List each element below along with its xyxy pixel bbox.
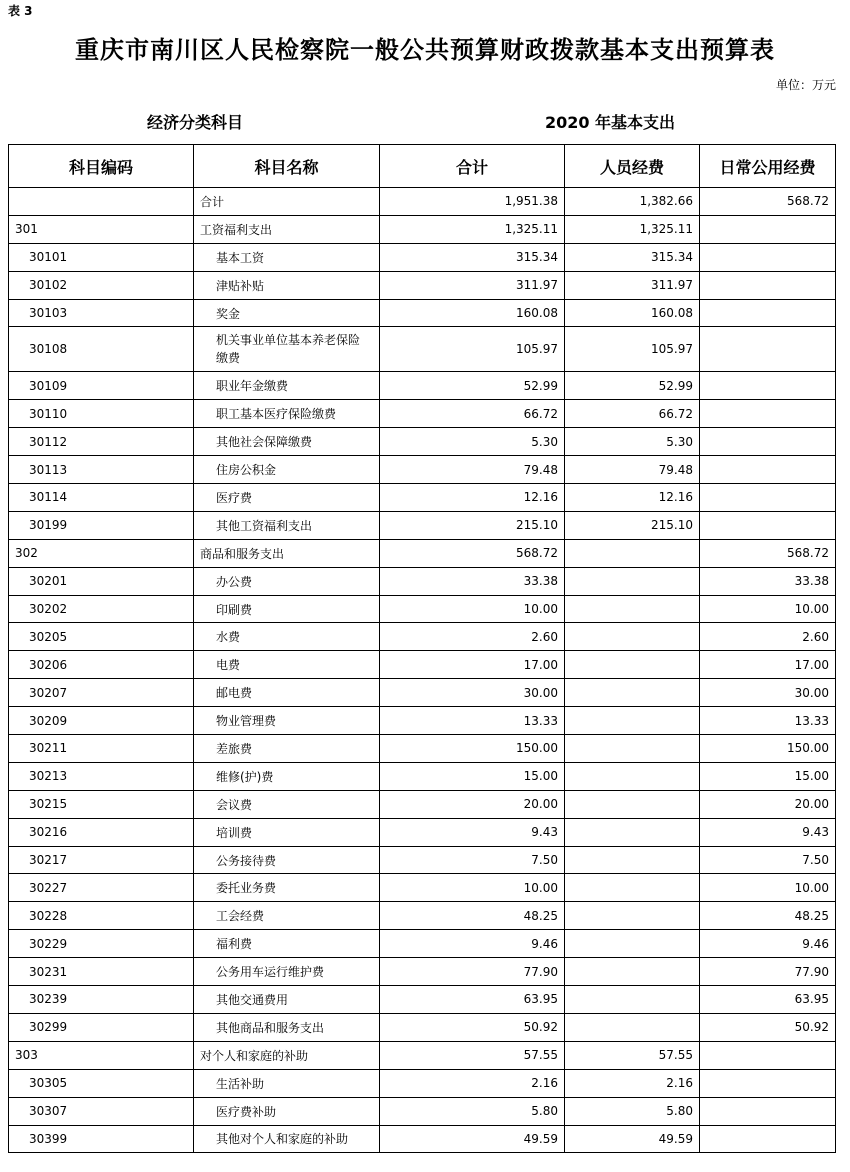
cell-total: 66.72 <box>380 400 565 428</box>
cell-name: 医疗费 <box>194 484 380 512</box>
cell-total: 5.80 <box>380 1097 565 1125</box>
cell-name: 公务接待费 <box>194 846 380 874</box>
cell-code: 302 <box>9 539 194 567</box>
economic-classification-header: 经济分类科目 <box>146 113 243 132</box>
cell-name: 邮电费 <box>194 679 380 707</box>
cell-name: 工会经费 <box>194 902 380 930</box>
cell-personnel <box>565 930 700 958</box>
cell-total: 79.48 <box>380 456 565 484</box>
cell-name: 物业管理费 <box>194 707 380 735</box>
cell-code: 30227 <box>9 874 194 902</box>
cell-code: 30307 <box>9 1097 194 1125</box>
cell-personnel: 215.10 <box>565 511 700 539</box>
cell-personnel <box>565 902 700 930</box>
table-row <box>9 484 836 512</box>
table-row <box>9 679 836 707</box>
cell-public <box>700 428 836 456</box>
cell-name: 其他社会保障缴费 <box>194 428 380 456</box>
cell-code: 30217 <box>9 846 194 874</box>
cell-public: 150.00 <box>700 735 836 763</box>
cell-code: 30199 <box>9 511 194 539</box>
cell-personnel: 160.08 <box>565 299 700 327</box>
cell-public <box>700 1069 836 1097</box>
cell-total: 315.34 <box>380 243 565 271</box>
cell-name: 办公费 <box>194 567 380 595</box>
cell-public: 17.00 <box>700 651 836 679</box>
cell-personnel <box>565 567 700 595</box>
cell-code: 30211 <box>9 735 194 763</box>
cell-public: 10.00 <box>700 874 836 902</box>
cell-public <box>700 1041 836 1069</box>
cell-code: 30102 <box>9 271 194 299</box>
table-row <box>9 1097 836 1125</box>
cell-code: 30239 <box>9 986 194 1014</box>
cell-total: 13.33 <box>380 707 565 735</box>
cell-public: 30.00 <box>700 679 836 707</box>
cell-personnel <box>565 986 700 1014</box>
cell-personnel <box>565 735 700 763</box>
cell-total: 7.50 <box>380 846 565 874</box>
cell-personnel: 2.16 <box>565 1069 700 1097</box>
column-header-personnel: 人员经费 <box>565 145 700 188</box>
cell-name: 其他工资福利支出 <box>194 511 380 539</box>
column-header-name: 科目名称 <box>194 145 380 188</box>
cell-name: 培训费 <box>194 818 380 846</box>
cell-personnel <box>565 651 700 679</box>
cell-personnel: 57.55 <box>565 1041 700 1069</box>
cell-name: 基本工资 <box>194 243 380 271</box>
cell-total: 52.99 <box>380 372 565 400</box>
cell-personnel <box>565 846 700 874</box>
cell-public <box>700 372 836 400</box>
table-row <box>9 1041 836 1069</box>
cell-total: 30.00 <box>380 679 565 707</box>
cell-total: 9.46 <box>380 930 565 958</box>
table-row <box>9 846 836 874</box>
cell-public: 20.00 <box>700 790 836 818</box>
cell-personnel: 311.97 <box>565 271 700 299</box>
cell-name: 水费 <box>194 623 380 651</box>
cell-name: 公务用车运行维护费 <box>194 958 380 986</box>
budget-table <box>8 144 836 1153</box>
page-title: 重庆市南川区人民检察院一般公共预算财政拨款基本支出预算表 <box>75 35 775 64</box>
cell-name: 其他对个人和家庭的补助 <box>194 1125 380 1153</box>
cell-total: 5.30 <box>380 428 565 456</box>
cell-code: 30231 <box>9 958 194 986</box>
cell-total: 568.72 <box>380 539 565 567</box>
cell-name: 商品和服务支出 <box>194 539 380 567</box>
table-row <box>9 930 836 958</box>
cell-total: 160.08 <box>380 299 565 327</box>
cell-name: 委托业务费 <box>194 874 380 902</box>
cell-total: 63.95 <box>380 986 565 1014</box>
cell-public <box>700 1125 836 1153</box>
cell-name: 对个人和家庭的补助 <box>194 1041 380 1069</box>
cell-public: 63.95 <box>700 986 836 1014</box>
cell-total: 311.97 <box>380 271 565 299</box>
cell-name: 其他交通费用 <box>194 986 380 1014</box>
cell-total: 10.00 <box>380 874 565 902</box>
table-row <box>9 818 836 846</box>
cell-code: 30207 <box>9 679 194 707</box>
cell-name: 印刷费 <box>194 595 380 623</box>
cell-name: 会议费 <box>194 790 380 818</box>
cell-public <box>700 484 836 512</box>
cell-public: 33.38 <box>700 567 836 595</box>
cell-name: 电费 <box>194 651 380 679</box>
cell-total: 12.16 <box>380 484 565 512</box>
cell-name: 津贴补贴 <box>194 271 380 299</box>
cell-personnel: 5.30 <box>565 428 700 456</box>
table-row <box>9 299 836 327</box>
cell-public: 13.33 <box>700 707 836 735</box>
cell-public <box>700 243 836 271</box>
cell-code: 303 <box>9 1041 194 1069</box>
cell-personnel: 12.16 <box>565 484 700 512</box>
cell-name: 生活补助 <box>194 1069 380 1097</box>
cell-public: 568.72 <box>700 188 836 216</box>
cell-personnel <box>565 707 700 735</box>
cell-code: 30202 <box>9 595 194 623</box>
cell-total: 215.10 <box>380 511 565 539</box>
cell-code: 30101 <box>9 243 194 271</box>
cell-public: 15.00 <box>700 762 836 790</box>
table-row <box>9 735 836 763</box>
cell-personnel <box>565 874 700 902</box>
cell-public: 568.72 <box>700 539 836 567</box>
cell-personnel: 1,382.66 <box>565 188 700 216</box>
cell-total: 57.55 <box>380 1041 565 1069</box>
cell-public: 77.90 <box>700 958 836 986</box>
table-header <box>9 145 836 188</box>
table-row <box>9 539 836 567</box>
cell-public <box>700 215 836 243</box>
table-row <box>9 428 836 456</box>
table-row <box>9 567 836 595</box>
table-row <box>9 623 836 651</box>
table-row <box>9 707 836 735</box>
cell-public: 9.43 <box>700 818 836 846</box>
table-row <box>9 400 836 428</box>
cell-public: 48.25 <box>700 902 836 930</box>
cell-public: 10.00 <box>700 595 836 623</box>
column-header-code: 科目编码 <box>9 145 194 188</box>
cell-total: 9.43 <box>380 818 565 846</box>
cell-public <box>700 299 836 327</box>
cell-total: 15.00 <box>380 762 565 790</box>
table-row <box>9 902 836 930</box>
cell-personnel: 105.97 <box>565 327 700 372</box>
cell-public <box>700 1097 836 1125</box>
cell-personnel <box>565 818 700 846</box>
table-row <box>9 595 836 623</box>
table-row <box>9 874 836 902</box>
cell-code: 30108 <box>9 327 194 372</box>
column-header-total: 合计 <box>380 145 565 188</box>
table-body <box>9 188 836 1153</box>
cell-code: 30109 <box>9 372 194 400</box>
cell-personnel: 66.72 <box>565 400 700 428</box>
cell-public <box>700 456 836 484</box>
year-basic-expenditure-header: 2020 年基本支出 <box>544 113 676 132</box>
cell-total: 1,951.38 <box>380 188 565 216</box>
cell-code: 30113 <box>9 456 194 484</box>
cell-personnel: 52.99 <box>565 372 700 400</box>
cell-total: 50.92 <box>380 1013 565 1041</box>
cell-code: 30229 <box>9 930 194 958</box>
table-number: 表 3 <box>8 4 33 18</box>
cell-code: 30305 <box>9 1069 194 1097</box>
table-row <box>9 271 836 299</box>
cell-code <box>9 188 194 216</box>
cell-personnel: 49.59 <box>565 1125 700 1153</box>
table-row <box>9 372 836 400</box>
cell-code: 30299 <box>9 1013 194 1041</box>
table-row <box>9 327 836 372</box>
cell-public: 7.50 <box>700 846 836 874</box>
cell-code: 30215 <box>9 790 194 818</box>
cell-code: 30201 <box>9 567 194 595</box>
table-row <box>9 243 836 271</box>
cell-personnel <box>565 623 700 651</box>
cell-personnel: 79.48 <box>565 456 700 484</box>
cell-total: 17.00 <box>380 651 565 679</box>
table-row <box>9 188 836 216</box>
cell-code: 30399 <box>9 1125 194 1153</box>
table-row <box>9 456 836 484</box>
cell-name: 住房公积金 <box>194 456 380 484</box>
cell-code: 30112 <box>9 428 194 456</box>
cell-name: 福利费 <box>194 930 380 958</box>
unit-label: 单位：万元 <box>775 78 836 92</box>
column-header-public: 日常公用经费 <box>700 145 836 188</box>
cell-code: 30216 <box>9 818 194 846</box>
cell-total: 77.90 <box>380 958 565 986</box>
table-row <box>9 1125 836 1153</box>
cell-public: 50.92 <box>700 1013 836 1041</box>
cell-personnel <box>565 762 700 790</box>
cell-name: 工资福利支出 <box>194 215 380 243</box>
cell-total: 2.16 <box>380 1069 565 1097</box>
cell-personnel <box>565 790 700 818</box>
cell-name: 职业年金缴费 <box>194 372 380 400</box>
cell-name: 差旅费 <box>194 735 380 763</box>
cell-code: 30206 <box>9 651 194 679</box>
cell-public <box>700 511 836 539</box>
cell-name: 职工基本医疗保险缴费 <box>194 400 380 428</box>
cell-personnel <box>565 958 700 986</box>
cell-name: 奖金 <box>194 299 380 327</box>
cell-personnel: 1,325.11 <box>565 215 700 243</box>
header-row <box>9 145 836 188</box>
cell-total: 150.00 <box>380 735 565 763</box>
cell-code: 30209 <box>9 707 194 735</box>
cell-code: 30213 <box>9 762 194 790</box>
table-row <box>9 651 836 679</box>
cell-public <box>700 327 836 372</box>
cell-name: 医疗费补助 <box>194 1097 380 1125</box>
cell-personnel <box>565 1013 700 1041</box>
cell-code: 30228 <box>9 902 194 930</box>
cell-total: 1,325.11 <box>380 215 565 243</box>
cell-total: 10.00 <box>380 595 565 623</box>
cell-total: 2.60 <box>380 623 565 651</box>
cell-public <box>700 400 836 428</box>
cell-personnel: 315.34 <box>565 243 700 271</box>
table-row <box>9 790 836 818</box>
table-row <box>9 958 836 986</box>
cell-code: 30110 <box>9 400 194 428</box>
cell-public: 9.46 <box>700 930 836 958</box>
cell-name: 维修(护)费 <box>194 762 380 790</box>
cell-name: 其他商品和服务支出 <box>194 1013 380 1041</box>
cell-public <box>700 271 836 299</box>
cell-name: 合计 <box>194 188 380 216</box>
cell-code: 30103 <box>9 299 194 327</box>
cell-total: 20.00 <box>380 790 565 818</box>
cell-code: 30114 <box>9 484 194 512</box>
table-row <box>9 986 836 1014</box>
cell-total: 33.38 <box>380 567 565 595</box>
cell-total: 105.97 <box>380 327 565 372</box>
cell-personnel: 5.80 <box>565 1097 700 1125</box>
cell-name: 机关事业单位基本养老保险缴费 <box>194 327 380 372</box>
table-row <box>9 511 836 539</box>
table-row <box>9 1069 836 1097</box>
cell-code: 301 <box>9 215 194 243</box>
cell-personnel <box>565 595 700 623</box>
table-row <box>9 215 836 243</box>
table-row <box>9 1013 836 1041</box>
cell-personnel <box>565 539 700 567</box>
cell-total: 49.59 <box>380 1125 565 1153</box>
cell-public: 2.60 <box>700 623 836 651</box>
table-row <box>9 762 836 790</box>
cell-personnel <box>565 679 700 707</box>
cell-total: 48.25 <box>380 902 565 930</box>
cell-code: 30205 <box>9 623 194 651</box>
